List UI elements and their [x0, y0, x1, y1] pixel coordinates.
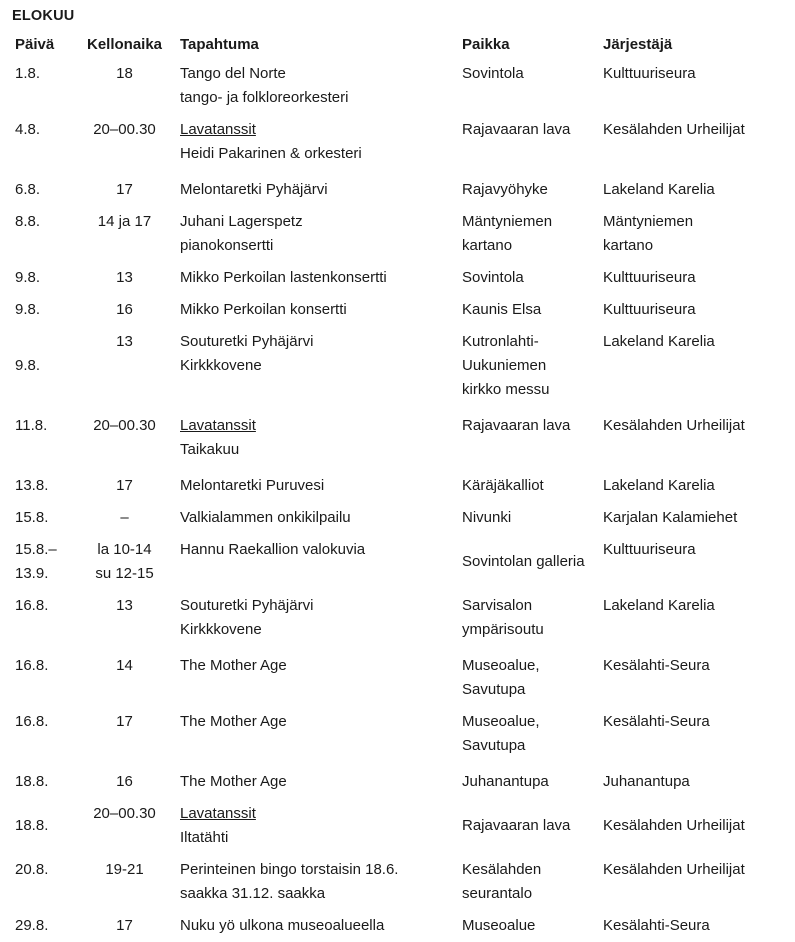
header-time: Kellonaika	[86, 36, 163, 53]
event-cell	[173, 534, 455, 590]
header-day: Päivä	[15, 36, 55, 53]
cell-line: 13	[116, 333, 133, 350]
cell-line: Käräjäkalliot	[462, 477, 544, 494]
organizer-cell	[596, 766, 788, 798]
cell-line: Tango del Norte	[180, 65, 286, 82]
table-row	[8, 650, 788, 706]
cell-line: Hannu Raekallion valokuvia	[180, 541, 366, 558]
cell-line: Nivunki	[462, 509, 512, 526]
cell-line: Kutronlahti-	[462, 333, 539, 350]
cell-line: 18.8.	[15, 817, 49, 834]
day-cell	[8, 502, 76, 534]
organizer-cell	[596, 262, 788, 294]
organizer-cell	[596, 706, 788, 766]
cell-line: Lakeland Karelia	[603, 333, 715, 350]
cell-line: 17	[116, 917, 133, 934]
day-cell	[8, 58, 76, 114]
time-cell	[76, 502, 173, 534]
cell-line: 13.8.	[15, 477, 49, 494]
cell-line: 13	[116, 269, 133, 286]
table-row	[8, 534, 788, 590]
day-cell	[8, 854, 76, 910]
day-cell	[8, 470, 76, 502]
cell-line: Kesälahden	[462, 861, 542, 878]
table-row	[8, 910, 788, 942]
cell-line: 18.8.	[15, 773, 49, 790]
event-cell	[173, 262, 455, 294]
cell-line: 16	[116, 301, 133, 318]
cell-line: saakka 31.12. saakka	[180, 885, 326, 902]
place-cell	[455, 174, 596, 206]
place-cell	[455, 114, 596, 174]
time-cell	[76, 798, 173, 854]
cell-line: su 12-15	[95, 565, 154, 582]
place-cell	[455, 590, 596, 650]
cell-line: Kesälahti-Seura	[603, 657, 710, 674]
cell-line: 15.8.–	[15, 541, 57, 558]
time-cell	[76, 766, 173, 798]
cell-line: Mikko Perkoilan lastenkonsertti	[180, 269, 387, 286]
table-row	[8, 706, 788, 766]
table-row	[8, 410, 788, 470]
cell-line: Rajavaaran lava	[462, 817, 571, 834]
organizer-cell	[596, 590, 788, 650]
cell-line: Kesälahti-Seura	[603, 917, 710, 934]
time-cell	[76, 706, 173, 766]
day-cell	[8, 174, 76, 206]
cell-line: Kulttuuriseura	[603, 269, 696, 286]
cell-line: 1.8.	[15, 65, 41, 82]
table-row	[8, 58, 788, 114]
event-cell	[173, 58, 455, 114]
cell-line: pianokonsertti	[180, 237, 274, 254]
table-row	[8, 262, 788, 294]
place-cell	[455, 706, 596, 766]
cell-line: 4.8.	[15, 121, 41, 138]
day-cell	[8, 262, 76, 294]
cell-line: Lakeland Karelia	[603, 477, 715, 494]
cell-line: 16.8.	[15, 597, 49, 614]
header-place: Paikka	[462, 36, 510, 53]
event-cell	[173, 910, 455, 942]
event-cell	[173, 410, 455, 470]
organizer-cell	[596, 650, 788, 706]
organizer-cell	[596, 174, 788, 206]
place-cell	[455, 766, 596, 798]
cell-line: Mäntyniemen	[462, 213, 553, 230]
cell-line: Heidi Pakarinen & orkesteri	[180, 145, 362, 162]
cell-line: Perinteinen bingo torstaisin 18.6.	[180, 861, 399, 878]
cell-line: 8.8.	[15, 213, 41, 230]
organizer-cell	[596, 410, 788, 470]
time-cell	[76, 326, 173, 410]
cell-line: Valkialammen onkikilpailu	[180, 509, 351, 526]
event-cell	[173, 470, 455, 502]
day-cell	[8, 294, 76, 326]
time-cell	[76, 650, 173, 706]
event-link[interactable]: Lavatanssit	[180, 121, 256, 138]
event-cell	[173, 798, 455, 854]
cell-line: Uukuniemen	[462, 357, 547, 374]
cell-line: Kulttuuriseura	[603, 301, 696, 318]
cell-line: 16.8.	[15, 713, 49, 730]
day-cell	[8, 910, 76, 942]
organizer-cell	[596, 58, 788, 114]
place-cell	[455, 294, 596, 326]
event-link[interactable]: Lavatanssit	[180, 417, 256, 434]
cell-line: 6.8.	[15, 181, 41, 198]
time-cell	[76, 206, 173, 262]
header-event: Tapahtuma	[180, 36, 259, 53]
day-cell	[8, 114, 76, 174]
cell-line: Lakeland Karelia	[603, 597, 715, 614]
cell-line: 9.8.	[15, 301, 41, 318]
place-cell	[455, 410, 596, 470]
place-cell	[455, 326, 596, 410]
cell-line: 16	[116, 773, 133, 790]
cell-line: 20–00.30	[93, 805, 156, 822]
cell-line: Kulttuuriseura	[603, 541, 696, 558]
day-cell	[8, 798, 76, 854]
time-cell	[76, 470, 173, 502]
cell-line: la 10-14	[97, 541, 152, 558]
cell-line: Kesälahti-Seura	[603, 713, 710, 730]
event-cell	[173, 326, 455, 410]
event-cell	[173, 114, 455, 174]
cell-line: Savutupa	[462, 737, 526, 754]
cell-line: Souturetki Pyhäjärvi	[180, 333, 314, 350]
cell-line: Nuku yö ulkona museoalueella	[180, 917, 385, 934]
cell-line: The Mother Age	[180, 773, 287, 790]
place-cell	[455, 910, 596, 942]
day-cell	[8, 326, 76, 410]
header-organizer: Järjestäjä	[603, 36, 673, 53]
cell-line: Kulttuuriseura	[603, 65, 696, 82]
event-cell	[173, 206, 455, 262]
place-cell	[455, 502, 596, 534]
cell-line: Souturetki Pyhäjärvi	[180, 597, 314, 614]
day-cell	[8, 706, 76, 766]
cell-line: Sovintola	[462, 65, 524, 82]
cell-line: Taikakuu	[180, 441, 240, 458]
events-table	[8, 32, 788, 942]
table-row	[8, 470, 788, 502]
time-cell	[76, 854, 173, 910]
cell-line: ympärisoutu	[462, 621, 544, 638]
cell-line: 9.8.	[15, 357, 41, 374]
cell-line: 9.8.	[15, 269, 41, 286]
cell-line: The Mother Age	[180, 657, 287, 674]
cell-line: 13	[116, 597, 133, 614]
cell-line: Juhani Lagerspetz	[180, 213, 303, 230]
table-header-row	[8, 32, 788, 58]
time-cell	[76, 590, 173, 650]
cell-line: kartano	[603, 237, 654, 254]
organizer-cell	[596, 854, 788, 910]
cell-line: kartano	[462, 237, 513, 254]
organizer-cell	[596, 470, 788, 502]
cell-line: –	[120, 509, 129, 526]
event-cell	[173, 502, 455, 534]
place-cell	[455, 58, 596, 114]
cell-line: 19-21	[105, 861, 144, 878]
cell-line: 18	[116, 65, 133, 82]
cell-line: Kesälahden Urheilijat	[603, 817, 745, 834]
time-cell	[76, 114, 173, 174]
organizer-cell	[596, 294, 788, 326]
event-cell	[173, 174, 455, 206]
cell-line: Juhanantupa	[462, 773, 549, 790]
table-row	[8, 766, 788, 798]
table-row	[8, 326, 788, 410]
day-cell	[8, 206, 76, 262]
organizer-cell	[596, 910, 788, 942]
time-cell	[76, 262, 173, 294]
cell-line: 17	[116, 713, 133, 730]
cell-line: Museoalue,	[462, 657, 540, 674]
cell-line: Kesälahden Urheilijat	[603, 417, 745, 434]
cell-line: The Mother Age	[180, 713, 287, 730]
cell-line: Mäntyniemen	[603, 213, 694, 230]
time-cell	[76, 58, 173, 114]
cell-line: Kesälahden Urheilijat	[603, 121, 745, 138]
table-row	[8, 590, 788, 650]
day-cell	[8, 590, 76, 650]
cell-line: 14 ja 17	[97, 213, 152, 230]
cell-line: 29.8.	[15, 917, 49, 934]
month-heading: ELOKUU	[12, 8, 75, 24]
event-cell	[173, 590, 455, 650]
cell-line: 20.8.	[15, 861, 49, 878]
cell-line: Kirkkkovene	[180, 357, 262, 374]
day-cell	[8, 766, 76, 798]
day-cell	[8, 534, 76, 590]
organizer-cell	[596, 114, 788, 174]
event-link[interactable]: Lavatanssit	[180, 805, 256, 822]
cell-line: 20–00.30	[93, 417, 156, 434]
event-cell	[173, 650, 455, 706]
cell-line: Rajavaaran lava	[462, 121, 571, 138]
cell-line: kirkko messu	[462, 381, 550, 398]
table-row	[8, 854, 788, 910]
cell-line: Sarvisalon	[462, 597, 533, 614]
cell-line: Museoalue	[462, 917, 536, 934]
cell-line: Lakeland Karelia	[603, 181, 715, 198]
cell-line: Rajavaaran lava	[462, 417, 571, 434]
cell-line: 20–00.30	[93, 121, 156, 138]
cell-line: Kaunis Elsa	[462, 301, 542, 318]
table-row	[8, 294, 788, 326]
table-row	[8, 114, 788, 174]
place-cell	[455, 650, 596, 706]
cell-line: Museoalue,	[462, 713, 540, 730]
table-row	[8, 798, 788, 854]
cell-line: 14	[116, 657, 133, 674]
time-cell	[76, 534, 173, 590]
cell-line: Kesälahden Urheilijat	[603, 861, 745, 878]
organizer-cell	[596, 534, 788, 590]
place-cell	[455, 262, 596, 294]
cell-line: Iltatähti	[180, 829, 229, 846]
cell-line: Sovintolan galleria	[462, 553, 585, 570]
time-cell	[76, 910, 173, 942]
organizer-cell	[596, 326, 788, 410]
event-cell	[173, 854, 455, 910]
table-row	[8, 174, 788, 206]
place-cell	[455, 206, 596, 262]
day-cell	[8, 410, 76, 470]
organizer-cell	[596, 502, 788, 534]
cell-line: Melontaretki Pyhäjärvi	[180, 181, 328, 198]
place-cell	[455, 534, 596, 590]
organizer-cell	[596, 798, 788, 854]
cell-line: 16.8.	[15, 657, 49, 674]
cell-line: 17	[116, 181, 133, 198]
cell-line: Rajavyöhyke	[462, 181, 548, 198]
cell-line: Mikko Perkoilan konsertti	[180, 301, 347, 318]
cell-line: 15.8.	[15, 509, 49, 526]
place-cell	[455, 470, 596, 502]
time-cell	[76, 410, 173, 470]
time-cell	[76, 174, 173, 206]
cell-line: seurantalo	[462, 885, 533, 902]
event-cell	[173, 706, 455, 766]
cell-line: tango- ja folkloreorkesteri	[180, 89, 349, 106]
place-cell	[455, 798, 596, 854]
time-cell	[76, 294, 173, 326]
cell-line: Kirkkkovene	[180, 621, 262, 638]
day-cell	[8, 650, 76, 706]
cell-line: Savutupa	[462, 681, 526, 698]
cell-line: Juhanantupa	[603, 773, 690, 790]
place-cell	[455, 854, 596, 910]
cell-line: 17	[116, 477, 133, 494]
table-row	[8, 502, 788, 534]
cell-line: Sovintola	[462, 269, 524, 286]
table-row	[8, 206, 788, 262]
event-cell	[173, 294, 455, 326]
cell-line: Karjalan Kalamiehet	[603, 509, 738, 526]
cell-line: 11.8.	[15, 417, 48, 434]
cell-line: Melontaretki Puruvesi	[180, 477, 325, 494]
event-cell	[173, 766, 455, 798]
cell-line: 13.9.	[15, 565, 49, 582]
organizer-cell	[596, 206, 788, 262]
